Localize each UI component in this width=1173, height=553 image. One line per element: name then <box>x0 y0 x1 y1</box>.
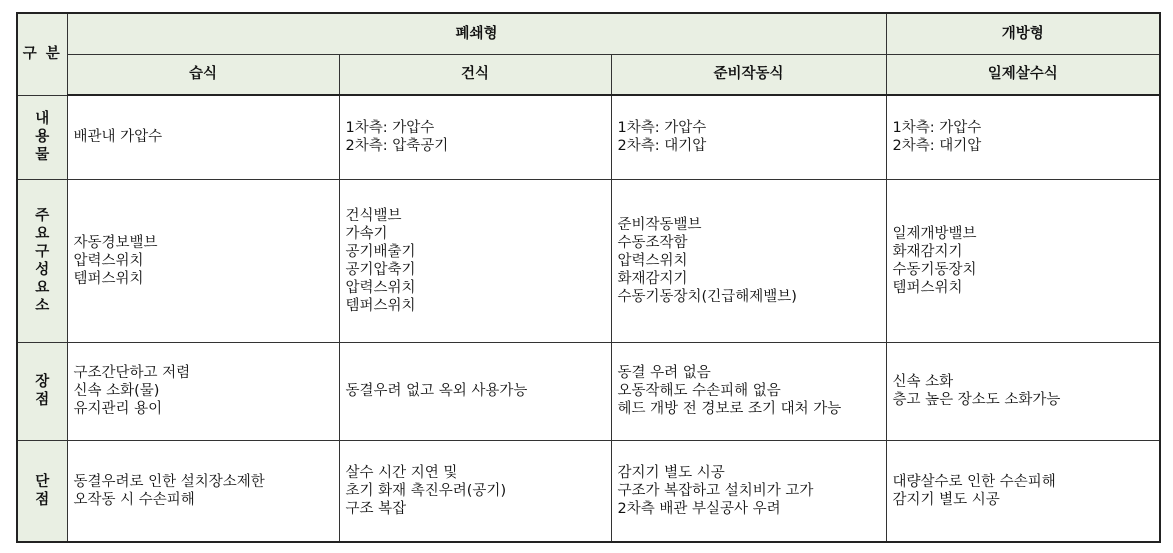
cell-line: 가속기 <box>345 225 388 242</box>
row-header-char: 장 <box>35 374 50 390</box>
cell-line: 2차측: 압축공기 <box>345 138 449 155</box>
open-type-header: 개방형 <box>886 13 1160 54</box>
table-cell <box>339 440 611 542</box>
table-row-disadvantages <box>17 440 1160 542</box>
cell-line: 동결우려 없고 옥외 사용가능 <box>345 383 528 399</box>
cell-line: 감지기 별도 시공 <box>892 491 1000 508</box>
cell-line: 오동작해도 수손피해 없음 <box>617 383 781 399</box>
table-cell <box>886 440 1160 542</box>
cell-line: 대량살수로 인한 수손피해 <box>892 473 1056 490</box>
column-header-deluge: 일제살수식 <box>886 54 1160 95</box>
table-cell <box>611 95 886 179</box>
row-header-char: 용 <box>35 129 50 145</box>
table-cell <box>339 342 611 440</box>
table-row-contents <box>17 95 1160 179</box>
cell-line: 구조 복잡 <box>345 500 407 517</box>
table-cell <box>67 440 339 542</box>
row-header-char: 요 <box>35 279 50 296</box>
row-header-char: 성 <box>35 261 50 278</box>
cell-line: 2차측 배관 부실공사 우려 <box>617 500 781 517</box>
cell-line: 배관내 가압수 <box>73 129 163 146</box>
cell-line: 화재감지기 <box>892 243 963 260</box>
row-header-char: 점 <box>35 392 50 408</box>
row-header-disadvantages <box>17 440 67 542</box>
table-cell <box>339 95 611 179</box>
cell-line: 2차측: 대기압 <box>892 138 982 155</box>
column-header-wet: 습식 <box>67 54 339 95</box>
cell-line: 구조간단하고 저렴 <box>73 365 191 381</box>
row-header-char: 점 <box>35 491 50 508</box>
table-cell <box>67 342 339 440</box>
cell-line: 화재감지기 <box>617 270 688 287</box>
cell-line: 일제개방밸브 <box>892 225 977 242</box>
cell-line: 공기배출기 <box>345 243 416 260</box>
row-header-main-components <box>17 179 67 342</box>
row-header-char: 소 <box>35 297 50 314</box>
cell-line: 압력스위치 <box>345 279 416 296</box>
closed-type-header: 폐쇄형 <box>67 13 886 54</box>
cell-line: 수동조작함 <box>617 234 688 251</box>
cell-line: 템퍼스위치 <box>345 297 416 314</box>
cell-line: 수동기동장치 <box>892 261 977 278</box>
cell-line: 신속 소화(물) <box>73 383 160 399</box>
row-header-char: 내 <box>35 111 50 127</box>
cell-line: 감지기 별도 시공 <box>617 464 725 481</box>
table-row-advantages <box>17 342 1160 440</box>
table-cell <box>886 342 1160 440</box>
cell-line: 헤드 개방 전 경보로 조기 대처 가능 <box>617 401 842 417</box>
cell-line: 동결 우려 없음 <box>617 365 711 381</box>
row-header-contents <box>17 95 67 179</box>
cell-line: 1차측: 가압수 <box>617 120 707 137</box>
cell-line: 동결우려로 인한 설치장소제한 <box>73 473 265 490</box>
cell-line: 층고 높은 장소도 소화가능 <box>892 392 1061 408</box>
cell-line: 준비작동밸브 <box>617 216 702 233</box>
cell-line: 2차측: 대기압 <box>617 138 707 155</box>
table-cell <box>611 342 886 440</box>
cell-line: 자동경보밸브 <box>73 234 158 251</box>
row-header-char: 주 <box>35 207 50 224</box>
column-header-dry: 건식 <box>339 54 611 95</box>
cell-line: 1차측: 가압수 <box>345 120 435 137</box>
sprinkler-comparison-table <box>16 12 1161 543</box>
cell-line: 유지관리 용이 <box>73 401 163 417</box>
row-header-char: 구 <box>35 243 50 260</box>
table-row-main-components <box>17 179 1160 342</box>
cell-line: 수동기동장치(긴급해제밸브) <box>617 288 797 305</box>
table-cell <box>886 95 1160 179</box>
cell-line: 압력스위치 <box>73 252 144 269</box>
row-header-advantages <box>17 342 67 440</box>
table-cell <box>611 440 886 542</box>
cell-line: 신속 소화 <box>892 374 954 390</box>
cell-line: 압력스위치 <box>617 252 688 269</box>
cell-line: 공기압축기 <box>345 261 416 278</box>
cell-line: 구조가 복잡하고 설치비가 고가 <box>617 482 814 499</box>
cell-line: 오작동 시 수손피해 <box>73 491 195 508</box>
column-header-preaction: 준비작동식 <box>611 54 886 95</box>
table-cell <box>339 179 611 342</box>
row-header-char: 단 <box>35 473 50 490</box>
cell-line: 1차측: 가압수 <box>892 120 982 137</box>
table-cell <box>886 179 1160 342</box>
cell-line: 건식밸브 <box>345 207 402 224</box>
cell-line: 템퍼스위치 <box>892 279 963 296</box>
row-header-char: 요 <box>35 225 50 242</box>
corner-header: 구 분 <box>17 13 67 95</box>
table-cell <box>67 95 339 179</box>
table-cell <box>67 179 339 342</box>
cell-line: 살수 시간 지연 및 <box>345 464 458 481</box>
cell-line: 템퍼스위치 <box>73 270 144 287</box>
row-header-char: 물 <box>35 147 50 163</box>
table-cell <box>611 179 886 342</box>
cell-line: 초기 화재 촉진우려(공기) <box>345 482 507 499</box>
